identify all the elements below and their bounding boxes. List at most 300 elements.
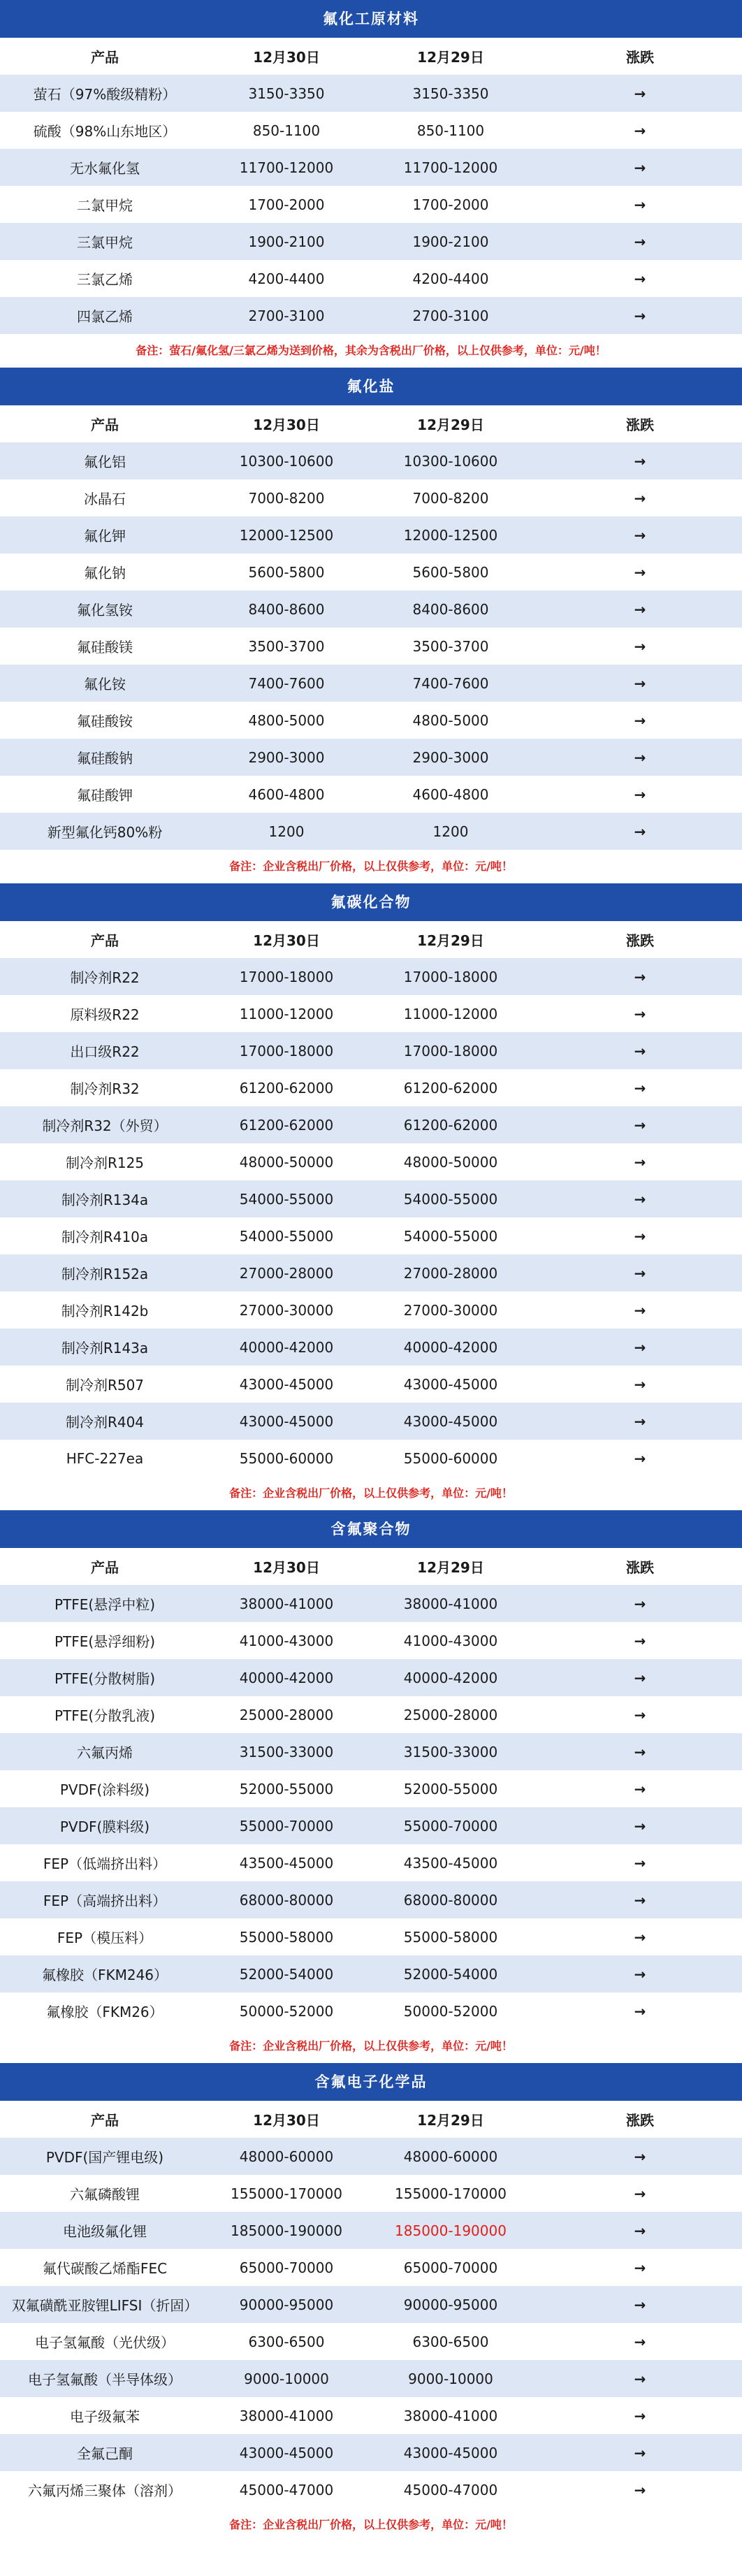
table-row — [0, 297, 742, 334]
trend-flat-arrow-icon: → — [634, 1743, 646, 1760]
table-row — [0, 75, 742, 112]
price-dec30: 17000-18000 — [239, 1042, 334, 1059]
product-name: 硫酸（98%山东地区） — [33, 123, 177, 140]
price-dec29: 61200-62000 — [403, 1116, 498, 1134]
trend-flat-arrow-icon: → — [634, 2333, 646, 2350]
header-date1: 12月30日 — [253, 932, 320, 949]
product-name: 氟橡胶（FKM246） — [41, 1967, 168, 1983]
price-dec29: 65000-70000 — [403, 2259, 498, 2276]
table-row — [0, 442, 742, 479]
section-title: 氟化工原材料 — [0, 0, 742, 38]
product-name: PVDF(国产锂电级) — [45, 2149, 164, 2166]
trend-flat-arrow-icon: → — [634, 1706, 646, 1723]
price-dec30: 5600-5800 — [248, 563, 325, 581]
table-row — [0, 2175, 742, 2212]
product-name: 六氟磷酸锂 — [70, 2186, 140, 2203]
price-dec30: 55000-58000 — [239, 1928, 334, 1946]
price-dec30: 10300-10600 — [239, 452, 334, 470]
trend-flat-arrow-icon: → — [634, 1338, 646, 1356]
product-name: 氟硅酸钾 — [77, 787, 133, 804]
table-header — [0, 2101, 742, 2138]
price-dec29: 68000-80000 — [403, 1891, 498, 1909]
table-row — [0, 702, 742, 739]
price-dec30: 55000-60000 — [239, 1449, 334, 1467]
price-dec30: 3500-3700 — [248, 637, 325, 655]
price-dec29: 50000-52000 — [403, 2002, 498, 2020]
section-note: 备注：企业含税出厂价格，以上仅供参考，单位：元/吨！ — [0, 1477, 742, 1510]
table-row — [0, 1807, 742, 1844]
table-row — [0, 1440, 742, 1477]
price-dec30: 17000-18000 — [239, 968, 334, 985]
header-change: 涨跌 — [626, 1559, 654, 1576]
trend-flat-arrow-icon: → — [634, 159, 646, 176]
price-dec29: 2700-3100 — [412, 307, 489, 324]
section-title: 氟碳化合物 — [0, 883, 742, 921]
price-dec29: 31500-33000 — [403, 1743, 498, 1760]
price-dec29: 1900-2100 — [412, 233, 489, 250]
trend-flat-arrow-icon: → — [634, 1375, 646, 1393]
price-dec30: 4600-4800 — [248, 786, 325, 803]
table-row — [0, 2138, 742, 2175]
price-dec30: 50000-52000 — [239, 2002, 334, 2020]
price-dec29: 48000-50000 — [403, 1153, 498, 1171]
section-note: 备注：企业含税出厂价格，以上仅供参考，单位：元/吨！ — [0, 850, 742, 883]
price-dec30: 68000-80000 — [239, 1891, 334, 1909]
price-dec29: 48000-60000 — [403, 2148, 498, 2165]
table-row — [0, 1992, 742, 2029]
trend-flat-arrow-icon: → — [634, 1891, 646, 1909]
header-change: 涨跌 — [626, 2112, 654, 2129]
price-dec29: 52000-54000 — [403, 1965, 498, 1983]
price-dec30: 52000-54000 — [239, 1965, 334, 1983]
header-product: 产品 — [91, 932, 119, 949]
price-dec29: 55000-58000 — [403, 1928, 498, 1946]
product-name: 出口级R22 — [70, 1043, 140, 1060]
table-row — [0, 260, 742, 297]
price-dec30: 3150-3350 — [248, 85, 325, 102]
price-dec29: 45000-47000 — [403, 2481, 498, 2498]
header-product: 产品 — [91, 2112, 119, 2129]
trend-flat-arrow-icon: → — [634, 2002, 646, 2020]
price-dec29: 55000-70000 — [403, 1817, 498, 1835]
price-dec30: 48000-60000 — [239, 2148, 334, 2165]
product-name: HFC-227ea — [66, 1449, 144, 1467]
header-product: 产品 — [91, 1559, 119, 1576]
trend-flat-arrow-icon: → — [634, 85, 646, 102]
table-row — [0, 1217, 742, 1254]
table-row — [0, 776, 742, 813]
trend-flat-arrow-icon: → — [634, 1928, 646, 1946]
header-date2: 12月29日 — [417, 49, 484, 66]
price-dec30: 185000-190000 — [231, 2222, 342, 2239]
price-dec29: 3500-3700 — [412, 637, 489, 655]
trend-flat-arrow-icon: → — [634, 1005, 646, 1022]
trend-flat-arrow-icon: → — [634, 489, 646, 507]
trend-flat-arrow-icon: → — [634, 1632, 646, 1649]
price-dec29: 43000-45000 — [403, 2444, 498, 2461]
table-body — [0, 2138, 742, 2508]
price-dec29: 11000-12000 — [403, 1005, 498, 1022]
price-dec29: 850-1100 — [416, 122, 485, 139]
price-dec30: 27000-28000 — [239, 1264, 334, 1282]
trend-flat-arrow-icon: → — [634, 2296, 646, 2313]
trend-flat-arrow-icon: → — [634, 600, 646, 618]
table-row — [0, 1881, 742, 1918]
table-row — [0, 1622, 742, 1659]
price-dec29: 40000-42000 — [403, 1669, 498, 1686]
table-header — [0, 1548, 742, 1585]
price-dec30: 6300-6500 — [248, 2333, 325, 2350]
product-name: 四氯乙烯 — [77, 308, 133, 325]
price-dec29: 1200 — [432, 823, 469, 840]
product-name: 制冷剂R152a — [61, 1266, 149, 1282]
price-dec29: 7400-7600 — [412, 674, 489, 692]
table-row — [0, 2286, 742, 2323]
price-dec29: 54000-55000 — [403, 1227, 498, 1245]
price-dec29: 90000-95000 — [403, 2296, 498, 2313]
price-dec30: 43500-45000 — [239, 1854, 334, 1872]
table-row — [0, 1106, 742, 1143]
trend-flat-arrow-icon: → — [634, 270, 646, 287]
price-dec30: 850-1100 — [252, 122, 321, 139]
section-title: 含氟聚合物 — [0, 1510, 742, 1548]
price-dec29: 40000-42000 — [403, 1338, 498, 1356]
price-dec30: 9000-10000 — [244, 2370, 329, 2387]
price-dec29: 8400-8600 — [412, 600, 489, 618]
price-dec30: 48000-50000 — [239, 1153, 334, 1171]
price-dec30: 1700-2000 — [248, 196, 325, 213]
header-change: 涨跌 — [626, 49, 654, 66]
table-body — [0, 75, 742, 334]
product-name: 氟硅酸镁 — [77, 639, 133, 656]
header-date2: 12月29日 — [417, 417, 484, 433]
table-row — [0, 591, 742, 628]
product-name: 电子级氟苯 — [70, 2408, 140, 2425]
product-name: 制冷剂R32（外贸） — [42, 1117, 168, 1134]
trend-flat-arrow-icon: → — [634, 1190, 646, 1208]
price-dec29: 185000-190000 — [395, 2222, 507, 2239]
table-row — [0, 112, 742, 149]
table-row — [0, 1032, 742, 1069]
table-row — [0, 149, 742, 186]
price-section — [0, 368, 742, 883]
product-name: 双氟磺酰亚胺锂LIFSI（折固） — [11, 2297, 198, 2314]
product-name: 制冷剂R507 — [65, 1377, 145, 1394]
price-dec30: 38000-41000 — [239, 1595, 334, 1612]
price-dec30: 55000-70000 — [239, 1817, 334, 1835]
header-date1: 12月30日 — [253, 1559, 320, 1576]
table-row — [0, 2360, 742, 2397]
price-dec29: 9000-10000 — [408, 2370, 493, 2387]
trend-flat-arrow-icon: → — [634, 823, 646, 840]
price-dec29: 38000-41000 — [403, 1595, 498, 1612]
trend-flat-arrow-icon: → — [634, 1227, 646, 1245]
price-section — [0, 2063, 742, 2542]
trend-flat-arrow-icon: → — [634, 1079, 646, 1097]
table-row — [0, 1770, 742, 1807]
table-row — [0, 1955, 742, 1992]
price-dec30: 45000-47000 — [239, 2481, 334, 2498]
price-dec30: 8400-8600 — [248, 600, 325, 618]
product-name: 原料级R22 — [70, 1006, 140, 1023]
table-row — [0, 2471, 742, 2508]
table-row — [0, 628, 742, 665]
product-name: 六氟丙烯 — [77, 1744, 133, 1761]
table-body — [0, 958, 742, 1477]
price-dec30: 25000-28000 — [239, 1706, 334, 1723]
price-dec29: 54000-55000 — [403, 1190, 498, 1208]
trend-flat-arrow-icon: → — [634, 2259, 646, 2276]
trend-flat-arrow-icon: → — [634, 637, 646, 655]
price-dec30: 61200-62000 — [239, 1116, 334, 1134]
trend-flat-arrow-icon: → — [634, 1817, 646, 1835]
trend-flat-arrow-icon: → — [634, 1153, 646, 1171]
table-row — [0, 1918, 742, 1955]
table-row — [0, 813, 742, 850]
trend-flat-arrow-icon: → — [634, 1854, 646, 1872]
table-row — [0, 516, 742, 553]
price-dec29: 38000-41000 — [403, 2407, 498, 2424]
price-dec29: 12000-12500 — [403, 526, 498, 544]
table-row — [0, 958, 742, 995]
price-dec29: 43000-45000 — [403, 1375, 498, 1393]
trend-flat-arrow-icon: → — [634, 674, 646, 692]
trend-flat-arrow-icon: → — [634, 196, 646, 213]
product-name: 氟代碳酸乙烯酯FEC — [42, 2260, 168, 2277]
price-dec30: 12000-12500 — [239, 526, 334, 544]
product-name: PTFE(分散乳液) — [54, 1707, 156, 1724]
trend-flat-arrow-icon: → — [634, 1301, 646, 1319]
price-dec30: 2700-3100 — [248, 307, 325, 324]
product-name: FEP（模压料） — [57, 1930, 153, 1946]
price-dec30: 31500-33000 — [239, 1743, 334, 1760]
trend-flat-arrow-icon: → — [634, 1412, 646, 1430]
trend-flat-arrow-icon: → — [634, 122, 646, 139]
price-dec30: 1200 — [268, 823, 305, 840]
table-row — [0, 2249, 742, 2286]
header-date1: 12月30日 — [253, 417, 320, 433]
product-name: 制冷剂R32 — [70, 1080, 140, 1097]
price-dec29: 1700-2000 — [412, 196, 489, 213]
trend-flat-arrow-icon: → — [634, 1780, 646, 1797]
price-dec29: 7000-8200 — [412, 489, 489, 507]
price-dec29: 5600-5800 — [412, 563, 489, 581]
product-name: 氟化氢铵 — [77, 602, 133, 618]
price-dec29: 4200-4400 — [412, 270, 489, 287]
table-row — [0, 1180, 742, 1217]
price-dec30: 54000-55000 — [239, 1190, 334, 1208]
trend-flat-arrow-icon: → — [634, 2444, 646, 2461]
price-dec30: 54000-55000 — [239, 1227, 334, 1245]
trend-flat-arrow-icon: → — [634, 1116, 646, 1134]
trend-flat-arrow-icon: → — [634, 2481, 646, 2498]
price-dec29: 17000-18000 — [403, 1042, 498, 1059]
header-change: 涨跌 — [626, 932, 654, 949]
table-row — [0, 1585, 742, 1622]
section-note: 备注：企业含税出厂价格，以上仅供参考，单位：元/吨！ — [0, 2508, 742, 2542]
table-header — [0, 921, 742, 958]
price-dec30: 65000-70000 — [239, 2259, 334, 2276]
product-name: 无水氟化氢 — [70, 160, 140, 177]
trend-flat-arrow-icon: → — [634, 526, 646, 544]
price-dec30: 2900-3000 — [248, 748, 325, 766]
table-row — [0, 1329, 742, 1366]
price-dec30: 27000-30000 — [239, 1301, 334, 1319]
table-body — [0, 1585, 742, 2029]
trend-flat-arrow-icon: → — [634, 1449, 646, 1467]
table-header — [0, 38, 742, 75]
price-section — [0, 1510, 742, 2063]
table-row — [0, 479, 742, 516]
header-date1: 12月30日 — [253, 2112, 320, 2129]
product-name: 氟化钠 — [84, 565, 126, 581]
price-dec30: 155000-170000 — [231, 2185, 342, 2202]
price-dec29: 4600-4800 — [412, 786, 489, 803]
price-dec29: 25000-28000 — [403, 1706, 498, 1723]
table-row — [0, 1069, 742, 1106]
trend-flat-arrow-icon: → — [634, 1669, 646, 1686]
price-dec30: 90000-95000 — [239, 2296, 334, 2313]
product-name: 氟橡胶（FKM26） — [46, 2004, 163, 2020]
product-name: 氟硅酸铵 — [77, 713, 133, 730]
trend-flat-arrow-icon: → — [634, 1042, 646, 1059]
trend-flat-arrow-icon: → — [634, 452, 646, 470]
trend-flat-arrow-icon: → — [634, 2370, 646, 2387]
table-row — [0, 1844, 742, 1881]
price-dec30: 52000-55000 — [239, 1780, 334, 1797]
table-row — [0, 223, 742, 260]
product-name: 冰晶石 — [84, 491, 126, 507]
trend-flat-arrow-icon: → — [634, 2407, 646, 2424]
price-dec29: 27000-28000 — [403, 1264, 498, 1282]
product-name: 制冷剂R134a — [61, 1192, 149, 1208]
price-dec30: 38000-41000 — [239, 2407, 334, 2424]
product-name: PVDF(膜料级) — [59, 1818, 150, 1835]
price-dec29: 4800-5000 — [412, 711, 489, 729]
table-row — [0, 553, 742, 591]
table-row — [0, 186, 742, 223]
table-row — [0, 1291, 742, 1329]
product-name: PTFE(悬浮中粒) — [54, 1596, 156, 1613]
trend-flat-arrow-icon: → — [634, 233, 646, 250]
product-name: 全氟己酮 — [77, 2445, 133, 2462]
header-date1: 12月30日 — [253, 49, 320, 66]
product-name: 电子氢氟酸（光伏级） — [35, 2334, 175, 2351]
product-name: 电子氢氟酸（半导体级） — [28, 2371, 182, 2388]
table-row — [0, 665, 742, 702]
product-name: 制冷剂R125 — [65, 1155, 145, 1171]
section-note: 备注：企业含税出厂价格，以上仅供参考，单位：元/吨！ — [0, 2029, 742, 2063]
table-row — [0, 1733, 742, 1770]
price-dec29: 43000-45000 — [403, 1412, 498, 1430]
price-dec29: 10300-10600 — [403, 452, 498, 470]
product-name: 氟化钾 — [84, 528, 126, 544]
trend-flat-arrow-icon: → — [634, 1965, 646, 1983]
price-dec30: 43000-45000 — [239, 1412, 334, 1430]
product-name: 六氟丙烯三聚体（溶剂） — [28, 2482, 182, 2499]
table-row — [0, 1403, 742, 1440]
trend-flat-arrow-icon: → — [634, 968, 646, 985]
price-dec30: 41000-43000 — [239, 1632, 334, 1649]
price-dec29: 11700-12000 — [403, 159, 498, 176]
product-name: FEP（低端挤出料） — [43, 1855, 167, 1872]
product-name: 制冷剂R410a — [61, 1229, 149, 1245]
table-row — [0, 2434, 742, 2471]
trend-flat-arrow-icon: → — [634, 711, 646, 729]
price-dec30: 7000-8200 — [248, 489, 325, 507]
product-name: PVDF(涂料级) — [59, 1781, 150, 1798]
product-name: 萤石（97%酸级精粉） — [33, 86, 177, 103]
section-note: 备注：萤石/氟化氢/三氯乙烯为送到价格，其余为含税出厂价格，以上仅供参考，单位：元/吨！ — [0, 334, 742, 368]
price-dec30: 11700-12000 — [239, 159, 334, 176]
price-dec29: 6300-6500 — [412, 2333, 489, 2350]
product-name: 二氯甲烷 — [77, 197, 133, 214]
trend-flat-arrow-icon: → — [634, 1264, 646, 1282]
product-name: 氟化铵 — [84, 676, 126, 693]
price-dec29: 41000-43000 — [403, 1632, 498, 1649]
header-date2: 12月29日 — [417, 932, 484, 949]
price-section — [0, 0, 742, 368]
price-dec29: 61200-62000 — [403, 1079, 498, 1097]
product-name: 制冷剂R404 — [65, 1414, 145, 1431]
price-dec30: 1900-2100 — [248, 233, 325, 250]
trend-flat-arrow-icon: → — [634, 307, 646, 324]
table-row — [0, 1659, 742, 1696]
trend-flat-arrow-icon: → — [634, 786, 646, 803]
product-name: 三氯乙烯 — [77, 271, 133, 288]
price-section — [0, 883, 742, 1510]
table-row — [0, 1254, 742, 1291]
price-dec29: 27000-30000 — [403, 1301, 498, 1319]
product-name: FEP（高端挤出料） — [43, 1893, 167, 1909]
section-title: 氟化盐 — [0, 368, 742, 405]
table-row — [0, 739, 742, 776]
product-name: PTFE(悬浮细粉) — [54, 1633, 156, 1650]
price-dec30: 4800-5000 — [248, 711, 325, 729]
header-product: 产品 — [91, 417, 119, 433]
trend-flat-arrow-icon: → — [634, 1595, 646, 1612]
table-row — [0, 2397, 742, 2434]
section-title: 含氟电子化学品 — [0, 2063, 742, 2101]
price-dec29: 52000-55000 — [403, 1780, 498, 1797]
product-name: 氟硅酸钠 — [77, 750, 133, 767]
table-row — [0, 995, 742, 1032]
product-name: 新型氟化钙80%粉 — [47, 824, 163, 841]
price-dec30: 40000-42000 — [239, 1669, 334, 1686]
price-dec30: 40000-42000 — [239, 1338, 334, 1356]
table-row — [0, 2212, 742, 2249]
table-row — [0, 2323, 742, 2360]
price-dec29: 155000-170000 — [395, 2185, 507, 2202]
product-name: 电池级氟化锂 — [63, 2223, 147, 2240]
product-name: 制冷剂R142b — [61, 1303, 149, 1319]
product-name: 制冷剂R143a — [61, 1340, 149, 1356]
price-dec30: 43000-45000 — [239, 2444, 334, 2461]
price-dec29: 43500-45000 — [403, 1854, 498, 1872]
trend-flat-arrow-icon: → — [634, 563, 646, 581]
trend-flat-arrow-icon: → — [634, 2148, 646, 2165]
price-dec29: 55000-60000 — [403, 1449, 498, 1467]
trend-flat-arrow-icon: → — [634, 2185, 646, 2202]
product-name: 三氯甲烷 — [77, 234, 133, 251]
price-dec29: 3150-3350 — [412, 85, 489, 102]
product-name: 制冷剂R22 — [70, 969, 140, 986]
price-dec30: 7400-7600 — [248, 674, 325, 692]
price-dec30: 11000-12000 — [239, 1005, 334, 1022]
header-date2: 12月29日 — [417, 1559, 484, 1576]
price-dec29: 17000-18000 — [403, 968, 498, 985]
table-body — [0, 442, 742, 850]
